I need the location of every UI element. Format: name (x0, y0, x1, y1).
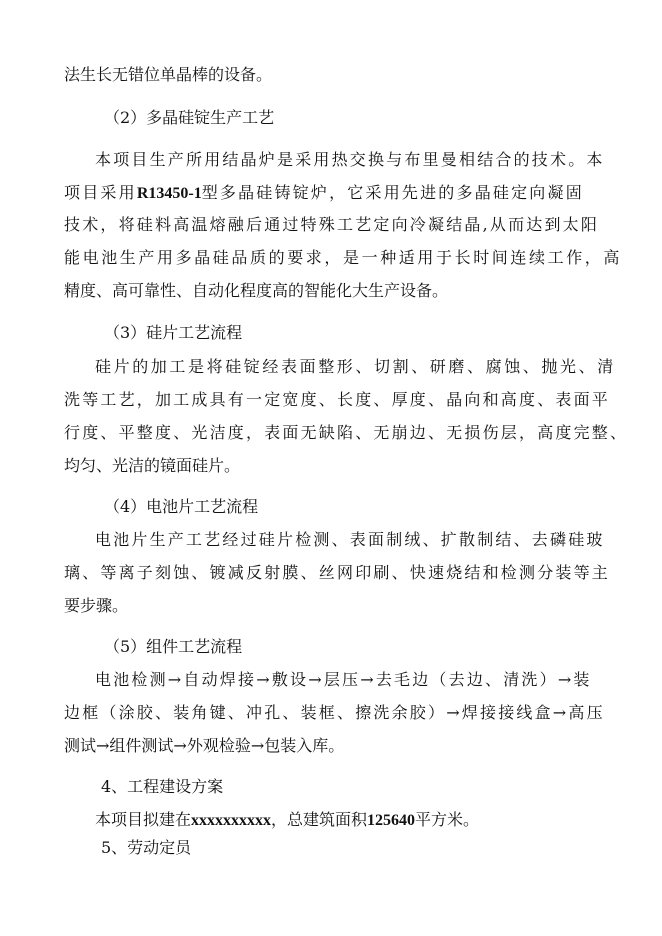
paragraph-line (0, 241, 662, 275)
paragraph-line (0, 556, 662, 590)
floor-area-value: 125640 (367, 812, 416, 829)
paragraph-line (0, 523, 662, 557)
text-run: 测试→组件测试→外观检验→包装入库。 (64, 736, 345, 755)
text-run: 本项目拟建在 (95, 810, 192, 829)
heading-text: （3）硅片工艺流程 (104, 323, 243, 342)
paragraph-line (0, 416, 662, 450)
section-heading-4-construction (0, 770, 662, 804)
paragraph-line (0, 274, 662, 308)
text-run: 型多晶硅铸锭炉，它采用先进的多晶硅定向凝固 (201, 183, 584, 202)
text-run: 璃、等离子刻蚀、镀减反射膜、丝网印刷、快速烧结和检测分装等主 (64, 563, 611, 582)
heading-text: 5、劳动定员 (101, 838, 192, 857)
text-run: 行度、平整度、光洁度，表面无缺陷、无崩边、无损伤层，高度完整、 (64, 423, 629, 442)
text-run: 法生长无错位单晶棒的设备。 (64, 65, 273, 84)
text-run: 本项目生产所用结晶炉是采用热交换与布里曼相结合的技术。本 (95, 150, 605, 169)
paragraph-line (0, 589, 662, 623)
text-run: 电池检测→自动焊接→敷设→层压→去毛边（去边、清洗）→装 (95, 670, 592, 689)
text-run: 硅片的加工是将硅锭经表面整形、切割、研磨、腐蚀、抛光、清 (95, 357, 616, 376)
paragraph-line (0, 696, 662, 730)
text-run: 均匀、光洁的镜面硅片。 (64, 456, 241, 475)
text-run: 能电池生产用多晶硅品质的要求，是一种适用于长时间连续工作，高 (64, 248, 623, 267)
paragraph-line (0, 58, 662, 92)
section-heading-5 (0, 630, 662, 664)
heading-text: 4、工程建设方案 (101, 777, 224, 796)
model-number: R13450-1 (136, 185, 202, 202)
text-run: 平方米。 (415, 810, 480, 829)
paragraph-line (0, 383, 662, 417)
text-run: 精度、高可靠性、自动化程度高的智能化大生产设备。 (64, 281, 449, 300)
heading-text: （5）组件工艺流程 (104, 637, 243, 656)
section-heading-4 (0, 490, 662, 524)
text-run: 项目采用 (64, 183, 137, 202)
paragraph-line (0, 208, 662, 242)
paragraph-line (0, 449, 662, 483)
text-run: ，总建筑面积 (271, 810, 368, 829)
text-run: 洗等工艺，加工成具有一定宽度、长度、厚度、晶向和高度、表面平 (64, 390, 611, 409)
paragraph-line (0, 729, 662, 763)
section-heading-3 (0, 316, 662, 350)
text-run: 电池片生产工艺经过硅片检测、表面制绒、扩散制结、去磷硅玻 (95, 530, 605, 549)
text-run: 要步骤。 (64, 596, 129, 615)
heading-text: （4）电池片工艺流程 (104, 497, 259, 516)
paragraph-line (0, 663, 662, 697)
text-run: 技术，将硅料高温熔融后通过特殊工艺定向冷凝结晶,从而达到太阳 (64, 215, 600, 234)
paragraph-line (0, 176, 662, 210)
section-heading-5-staffing (0, 831, 662, 865)
location-placeholder: xxxxxxxxxx (191, 812, 272, 829)
paragraph-line (0, 143, 662, 177)
section-heading-2 (0, 101, 662, 135)
heading-text: （2）多晶硅锭生产工艺 (104, 108, 275, 127)
text-run: 边框（涂胶、装角键、冲孔、装框、擦洗余胶）→焊接接线盒→高压 (64, 703, 605, 722)
paragraph-line (0, 350, 662, 384)
